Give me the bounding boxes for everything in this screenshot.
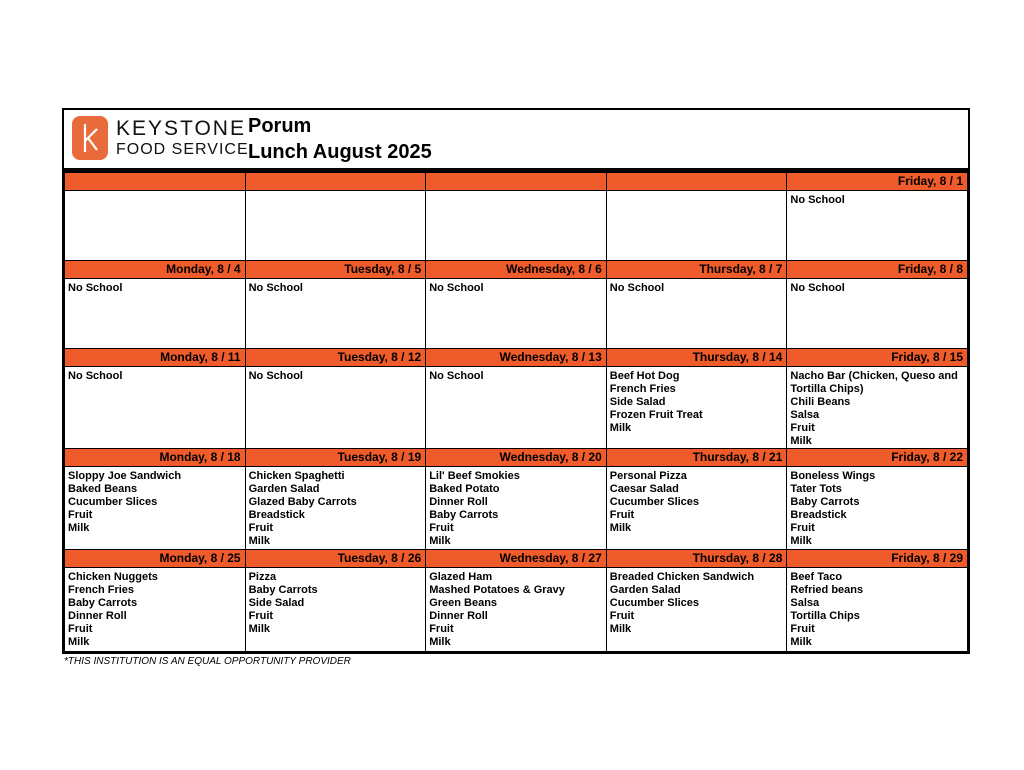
day-header: Monday, 8 / 11	[65, 349, 246, 367]
menu-item: Tater Tots	[790, 483, 842, 495]
menu-item: Salsa	[790, 409, 820, 421]
menu-item: Mashed Potatoes & Gravy	[429, 584, 565, 596]
day-menu-cell	[606, 568, 787, 652]
menu-item: Side Salad	[248, 597, 305, 609]
day-menu-cell	[426, 568, 607, 652]
menu-item: Green Beans	[429, 597, 498, 609]
day-header: Wednesday, 8 / 20	[426, 449, 607, 467]
day-menu-cell	[245, 568, 426, 652]
menu-item: Cucumber Slices	[609, 496, 700, 508]
menu-item: No School	[609, 282, 665, 294]
menu-item: Dinner Roll	[429, 610, 488, 622]
day-menu-cell	[606, 191, 787, 261]
day-menu-cell	[245, 279, 426, 349]
week-header-row	[65, 349, 968, 367]
menu-item: No School	[429, 370, 484, 382]
menu-item: Sloppy Joe Sandwich	[68, 470, 182, 482]
day-header: Thursday, 8 / 7	[606, 261, 787, 279]
logo-line-2: FOOD SERVICE	[116, 141, 249, 158]
menu-item: Baby Carrots	[68, 597, 138, 609]
menu-item: Salsa	[790, 597, 820, 609]
day-menu-cell	[606, 467, 787, 550]
menu-header	[64, 110, 968, 172]
menu-item: Fruit	[609, 509, 635, 521]
menu-item: Baby Carrots	[429, 509, 499, 521]
menu-item: Milk	[790, 435, 812, 447]
day-header: Friday, 8 / 1	[787, 173, 968, 191]
day-header: Tuesday, 8 / 5	[245, 261, 426, 279]
menu-item: No School	[68, 282, 123, 294]
menu-item: Fruit	[248, 610, 274, 622]
menu-item: Boneless Wings	[790, 470, 876, 482]
menu-item: Frozen Fruit Treat	[609, 409, 703, 421]
keystone-logo	[72, 116, 249, 160]
day-menu-cell	[65, 467, 246, 550]
menu-item: Side Salad	[609, 396, 666, 408]
menu-item: Milk	[609, 522, 632, 534]
day-menu-cell	[787, 279, 968, 349]
week-items-row	[65, 367, 968, 449]
menu-item: Milk	[429, 535, 451, 547]
menu-item: No School	[248, 282, 303, 294]
week-items-row	[65, 568, 968, 652]
day-header	[65, 173, 246, 191]
menu-item: Breaded Chicken Sandwich	[609, 571, 755, 583]
menu-item: Garden Salad	[609, 584, 681, 596]
menu-item: Fruit	[790, 422, 815, 434]
menu-item: No School	[429, 282, 484, 294]
day-menu-cell	[787, 191, 968, 261]
equal-opportunity-footnote: *THIS INSTITUTION IS AN EQUAL OPPORTUNITY PROVIDER	[64, 656, 351, 667]
menu-item: Milk	[248, 623, 270, 635]
menu-item: Baked Potato	[429, 483, 500, 495]
day-menu-cell	[787, 367, 968, 449]
menu-item: Lil' Beef Smokies	[429, 470, 520, 482]
menu-item: Glazed Baby Carrots	[248, 496, 357, 508]
menu-item: Milk	[68, 522, 90, 534]
school-name: Porum	[248, 115, 312, 137]
week-header-row	[65, 173, 968, 191]
day-menu-cell	[245, 367, 426, 449]
week-items-row	[65, 191, 968, 261]
day-header: Monday, 8 / 25	[65, 550, 246, 568]
menu-item: Personal Pizza	[609, 470, 687, 482]
menu-item: Cucumber Slices	[68, 496, 158, 508]
menu-item: Fruit	[429, 623, 454, 635]
day-menu-cell	[426, 279, 607, 349]
menu-item: Milk	[68, 636, 90, 648]
day-header: Tuesday, 8 / 19	[245, 449, 426, 467]
day-menu-cell	[787, 568, 968, 652]
menu-item: Baby Carrots	[790, 496, 860, 508]
day-header: Thursday, 8 / 28	[606, 550, 787, 568]
menu-item: Milk	[609, 623, 632, 635]
menu-item: Milk	[790, 636, 812, 648]
menu-item: Milk	[609, 422, 632, 434]
day-header	[426, 173, 607, 191]
day-menu-cell	[245, 191, 426, 261]
menu-item: Fruit	[68, 509, 93, 521]
menu-item: Nacho Bar (Chicken, Queso and Tortilla Chips)	[790, 370, 958, 395]
week-header-row	[65, 550, 968, 568]
day-header: Wednesday, 8 / 13	[426, 349, 607, 367]
week-header-row	[65, 449, 968, 467]
day-menu-cell	[787, 467, 968, 550]
menu-item: Beef Taco	[790, 571, 843, 583]
menu-item: Fruit	[790, 522, 815, 534]
logo-text	[116, 118, 249, 158]
menu-item: Dinner Roll	[68, 610, 127, 622]
header-titles	[248, 114, 432, 165]
menu-title: Lunch August 2025	[248, 140, 432, 163]
menu-calendar	[64, 172, 968, 652]
day-menu-cell	[426, 367, 607, 449]
menu-item: Fruit	[609, 610, 635, 622]
day-header	[606, 173, 787, 191]
menu-item: Milk	[248, 535, 270, 547]
menu-item: No School	[790, 282, 845, 294]
menu-item: No School	[248, 370, 303, 382]
menu-item: Fruit	[248, 522, 274, 534]
menu-item: Caesar Salad	[609, 483, 679, 495]
menu-item: Fruit	[429, 522, 454, 534]
menu-item: Tortilla Chips	[790, 610, 860, 622]
menu-item: Dinner Roll	[429, 496, 488, 508]
menu-item: Milk	[429, 636, 451, 648]
day-header: Thursday, 8 / 21	[606, 449, 787, 467]
menu-item: Chicken Nuggets	[68, 571, 158, 583]
day-menu-cell	[426, 191, 607, 261]
menu-item: No School	[68, 370, 123, 382]
menu-item: Baked Beans	[68, 483, 138, 495]
menu-item: Chicken Spaghetti	[248, 470, 345, 482]
day-header: Tuesday, 8 / 26	[245, 550, 426, 568]
menu-item: Baby Carrots	[248, 584, 318, 596]
day-header: Monday, 8 / 4	[65, 261, 246, 279]
day-header: Friday, 8 / 22	[787, 449, 968, 467]
menu-item: Cucumber Slices	[609, 597, 700, 609]
day-header: Wednesday, 8 / 27	[426, 550, 607, 568]
day-header: Friday, 8 / 8	[787, 261, 968, 279]
day-menu-cell	[65, 367, 246, 449]
day-header: Monday, 8 / 18	[65, 449, 246, 467]
menu-item: No School	[790, 194, 845, 206]
day-header	[245, 173, 426, 191]
menu-item: Chili Beans	[790, 396, 851, 408]
day-header: Tuesday, 8 / 12	[245, 349, 426, 367]
menu-item: Garden Salad	[248, 483, 320, 495]
logo-line-1: KEYSTONE	[116, 117, 246, 140]
menu-item: Glazed Ham	[429, 571, 493, 583]
day-header: Thursday, 8 / 14	[606, 349, 787, 367]
k-letter-logo-icon	[72, 116, 108, 160]
menu-item: Pizza	[248, 571, 277, 583]
day-menu-cell	[245, 467, 426, 550]
week-items-row	[65, 467, 968, 550]
menu-item: Refried beans	[790, 584, 864, 596]
day-menu-cell	[65, 279, 246, 349]
day-header: Friday, 8 / 29	[787, 550, 968, 568]
menu-item: Beef Hot Dog	[609, 370, 680, 382]
menu-item: French Fries	[609, 383, 676, 395]
menu-item: Breadstick	[248, 509, 305, 521]
day-header: Friday, 8 / 15	[787, 349, 968, 367]
menu-item: Milk	[790, 535, 812, 547]
menu-item: Fruit	[790, 623, 815, 635]
week-header-row	[65, 261, 968, 279]
menu-item: Fruit	[68, 623, 93, 635]
menu-item: French Fries	[68, 584, 135, 596]
day-menu-cell	[606, 279, 787, 349]
week-items-row	[65, 279, 968, 349]
day-menu-cell	[426, 467, 607, 550]
day-menu-cell	[65, 191, 246, 261]
day-menu-cell	[65, 568, 246, 652]
menu-item: Breadstick	[790, 509, 847, 521]
day-header: Wednesday, 8 / 6	[426, 261, 607, 279]
day-menu-cell	[606, 367, 787, 449]
menu-sheet	[62, 108, 970, 654]
